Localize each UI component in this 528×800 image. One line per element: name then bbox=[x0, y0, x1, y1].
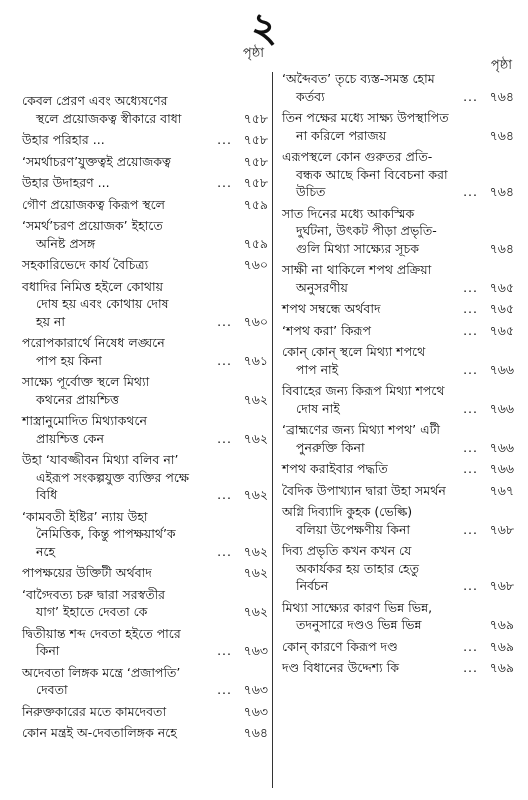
entry-text-continued: বিধি bbox=[36, 487, 58, 502]
entry-text-continued: স্থলে প্রয়োজকত্ব স্বীকারে বাধা bbox=[36, 110, 182, 126]
entry-page-number: ৭৬৬ bbox=[489, 361, 514, 377]
entry-text: গৌণ প্রয়োজকত্ব কিরূপ স্থলে bbox=[22, 196, 165, 212]
entry-text-continued: দোষ নাই bbox=[296, 400, 340, 416]
index-entry bbox=[22, 586, 268, 621]
entry-text: বধাদির নিমিত্ত হইলে কোথায় bbox=[22, 278, 163, 294]
entry-page-number: ৭৫৯ bbox=[243, 196, 268, 212]
entry-text: দণ্ড বিধানের উদ্দেশ্য কি bbox=[282, 660, 399, 675]
entry-page-number: ৭৬৯ bbox=[489, 660, 514, 675]
entry-page-number: ৭৫৯ bbox=[243, 235, 268, 251]
entry-page-number: ৭৬৩ bbox=[243, 682, 268, 697]
index-entry bbox=[282, 659, 514, 677]
index-entry bbox=[22, 278, 268, 331]
dot-leader: ... bbox=[463, 88, 478, 104]
entry-text-continued: যাগ’ ইহাতে দেবতা কে bbox=[36, 604, 148, 619]
dot-leader: ... bbox=[217, 430, 232, 446]
entry-text: ‘অব্দৈবত’ তৃচে ব্যস্ত-সমস্ত হোম bbox=[282, 71, 435, 86]
entry-page-number: ৭৬২ bbox=[243, 604, 268, 619]
entry-page-number: ৭৬২ bbox=[243, 565, 268, 580]
entry-text-continued: নহে bbox=[36, 543, 56, 559]
index-entry bbox=[22, 256, 268, 274]
entry-page-number: ৭৬৪ bbox=[489, 240, 514, 256]
entry-page-number: ৭৬৮ bbox=[489, 521, 514, 537]
dot-leader: ... bbox=[463, 521, 478, 537]
index-entry bbox=[22, 174, 268, 192]
page-number: ২ bbox=[250, 5, 277, 51]
entry-text: উহার পরিহার ... bbox=[22, 132, 105, 147]
index-entry bbox=[22, 564, 268, 582]
dot-leader: ... bbox=[217, 643, 232, 658]
index-entry bbox=[282, 70, 514, 105]
entry-page-number: ৭৬৩ bbox=[243, 703, 268, 719]
entry-page-number: ৭৬৯ bbox=[489, 638, 514, 654]
entry-page-number: ৭৬৭ bbox=[489, 482, 514, 498]
index-entry bbox=[22, 334, 268, 369]
entry-page-number: ৭৬৫ bbox=[489, 301, 514, 316]
entry-text: কোন মন্ত্রই অ-দেবতালিঙ্গক নহে bbox=[22, 725, 177, 740]
dot-leader: ... bbox=[217, 132, 232, 147]
index-entry bbox=[282, 109, 514, 144]
entry-text: ‘কামবতী ইষ্টির’ ন্যায় উহা bbox=[22, 508, 148, 524]
entry-text: বৈদিক উপাখ্যান দ্বারা উহা সমর্থন bbox=[282, 482, 446, 498]
entry-text: নিরুক্তকারের মতে কামদেবতা bbox=[22, 703, 167, 719]
entry-page-number: ৭৬৫ bbox=[489, 322, 514, 338]
entry-text: পাপক্ষয়ের উক্তিটী অর্থবাদ bbox=[22, 565, 152, 580]
entry-text: সাক্ষ্যে পূর্বোক্ত স্থলে মিথ্যা bbox=[22, 374, 150, 389]
dot-leader: ... bbox=[217, 487, 232, 502]
entry-text-continued: বন্ধক আছে কিনা বিবেচনা করা bbox=[296, 166, 448, 182]
dot-leader: ... bbox=[463, 461, 478, 476]
entry-text: মিথ্যা সাক্ষ্যের কারণ ভিন্ন ভিন্ন, bbox=[282, 599, 433, 615]
entry-page-number: ৭৬০ bbox=[243, 257, 268, 272]
entry-text: পরোপকারার্থে নিষেধ লঙ্ঘনে bbox=[22, 335, 165, 350]
dot-leader: ... bbox=[463, 301, 478, 316]
index-entry bbox=[282, 542, 514, 595]
entry-text-continued: দোষ হয় এবং কোথায় দোষ bbox=[36, 296, 169, 311]
dot-leader: ... bbox=[217, 313, 232, 329]
entry-text-continued: তদনুসারে দণ্ডও ভিন্ন ভিন্ন bbox=[296, 617, 422, 632]
column-divider bbox=[272, 72, 273, 788]
index-entry bbox=[282, 261, 514, 296]
entry-text: দ্বিতীয়ান্ত শব্দ দেবতা হইতে পারে bbox=[22, 625, 181, 641]
dot-leader: ... bbox=[463, 660, 478, 675]
entry-text-continued: নির্বচন bbox=[296, 578, 329, 593]
entry-text-continued: প্রায়শ্চিত্ত কেন bbox=[36, 430, 105, 446]
index-entry bbox=[282, 421, 514, 456]
entry-text: অগ্নি দিব্যাদি কুহক (ভেল্কি) bbox=[282, 504, 413, 519]
entry-text: সাত দিনের মধ্যে আকস্মিক bbox=[282, 205, 415, 221]
dot-leader: ... bbox=[217, 543, 232, 559]
index-entry bbox=[282, 382, 514, 417]
entry-text: ‘ব্রাহ্মণের জন্য মিথ্যা শপথ’ এটী bbox=[282, 422, 440, 437]
entry-page-number: ৭৬৬ bbox=[489, 400, 514, 416]
dot-leader: ... bbox=[463, 439, 478, 455]
dot-leader: ... bbox=[463, 361, 478, 377]
entry-page-number: ৭৬৮ bbox=[489, 578, 514, 593]
entry-page-number: ৭৬১ bbox=[243, 352, 268, 368]
entry-page-number: ৭৫৮ bbox=[243, 132, 268, 147]
entry-page-number: ৭৫৮ bbox=[243, 175, 268, 190]
index-entry bbox=[22, 625, 268, 660]
index-entry bbox=[282, 300, 514, 318]
entry-text-continued: না করিলে পরাজয় bbox=[296, 127, 387, 143]
entry-page-number: ৭৬২ bbox=[243, 487, 268, 502]
entry-text: শপথ সম্বন্ধে অর্থবাদ bbox=[282, 301, 381, 316]
entry-text: এরূপস্থলে কোন গুরুতর প্রতি- bbox=[282, 149, 433, 164]
index-entry bbox=[22, 131, 268, 149]
entry-text-continued: এইরূপ সংকল্পযুক্ত ব্যক্তির পক্ষে bbox=[36, 469, 189, 485]
index-entry bbox=[282, 482, 514, 500]
entry-text: সাক্ষী না থাকিলে শপথ প্রক্রিয়া bbox=[282, 262, 432, 277]
index-entry bbox=[22, 412, 268, 447]
index-entry bbox=[282, 503, 514, 538]
entry-text: তিন পক্ষের মধ্যে সাক্ষ্য উপস্থাপিত bbox=[282, 110, 449, 125]
entry-page-number: ৭৬৩ bbox=[243, 643, 268, 658]
index-entry bbox=[282, 148, 514, 201]
entry-page-number: ৭৬৪ bbox=[489, 127, 514, 143]
entry-text-continued: পাপ হয় কিনা bbox=[36, 352, 102, 368]
entry-page-number: ৭৬২ bbox=[243, 391, 268, 407]
index-entry bbox=[282, 322, 514, 340]
left-page-heading: পৃষ্ঠা bbox=[242, 46, 264, 61]
entry-page-number: ৭৫৮ bbox=[243, 110, 268, 126]
entry-text: ‘বাগ্দৈবত্য চরু দ্বারা সরস্বতীর bbox=[22, 586, 166, 602]
dot-leader: ... bbox=[463, 322, 478, 338]
entry-text: কোন্ কোন্ স্থলে মিথ্যা শপথে bbox=[282, 344, 426, 359]
entry-text: কেবল প্রেরণ এবং অধ্যেষণের bbox=[22, 93, 168, 108]
entry-text: ‘শপথ করা’ কিরূপ bbox=[282, 322, 372, 338]
entry-text: উহার উদাহরণ ... bbox=[22, 175, 110, 190]
dot-leader: ... bbox=[463, 400, 478, 416]
dot-leader: ... bbox=[463, 578, 478, 593]
entry-text-continued: বলিয়া উপেক্ষণীয় কিনা bbox=[296, 521, 411, 537]
index-entry bbox=[282, 599, 514, 634]
index-entry bbox=[282, 205, 514, 258]
entry-text-continued: অকার্যকর হয় তাহার হেতু bbox=[296, 560, 419, 576]
entry-text: সহকারিভেদে কার্য বৈচিত্র্য bbox=[22, 257, 149, 272]
entry-text-continued: নৈমিত্তিক, কিন্তু পাপক্ষয়ার্থ’ক bbox=[36, 526, 176, 541]
entry-page-number: ৭৬৬ bbox=[489, 461, 514, 476]
entry-text-continued: দুর্ঘটনা, উৎকট পীড়া প্রভৃতি- bbox=[296, 223, 437, 238]
entry-text-continued: অনুসরণীয় bbox=[296, 279, 348, 295]
entry-text: ‘সমর্থাচরণ’যুক্তত্বই প্রয়োজকত্ব bbox=[22, 153, 171, 169]
entry-text: ‘সমর্থ’চরণ প্রয়োজক’ ইহাতে bbox=[22, 218, 163, 233]
entry-text: বিবাহের জন্য কিরূপ মিথ্যা শপথে bbox=[282, 383, 445, 398]
entry-page-number: ৭৬৬ bbox=[489, 439, 514, 455]
entry-page-number: ৭৬৪ bbox=[489, 88, 514, 104]
entry-text: উহা ‘যাবজ্জীবন মিথ্যা বলিব না’ bbox=[22, 452, 179, 467]
index-entry bbox=[22, 724, 268, 742]
dot-leader: ... bbox=[217, 682, 232, 697]
index-entry bbox=[22, 703, 268, 721]
entry-text-continued: কিনা bbox=[36, 643, 60, 658]
entry-text-continued: হয় না bbox=[36, 313, 65, 329]
dot-leader: ... bbox=[463, 184, 478, 199]
entry-text-continued: পুনরুক্তি কিনা bbox=[296, 439, 365, 455]
entry-page-number: ৭৬২ bbox=[243, 430, 268, 446]
entry-text-continued: গুলি মিথ্যা সাক্ষ্যের সূচক bbox=[296, 240, 420, 256]
entry-text-continued: কর্তব্য bbox=[296, 88, 325, 104]
entry-text: অদেবতা লিঙ্গক মন্ত্রে ‘প্রজাপতি’ bbox=[22, 664, 181, 680]
dot-leader: ... bbox=[463, 279, 478, 295]
index-entry bbox=[282, 638, 514, 656]
entry-page-number: ৭৬০ bbox=[243, 313, 268, 329]
index-entry bbox=[282, 460, 514, 478]
dot-leader: ... bbox=[463, 638, 478, 654]
entry-text-continued: অনিষ্ট প্রসঙ্গ bbox=[36, 235, 96, 251]
index-entry bbox=[22, 153, 268, 171]
index-entry bbox=[22, 92, 268, 127]
index-entry bbox=[22, 451, 268, 504]
entry-page-number: ৭৬৫ bbox=[489, 279, 514, 295]
right-entry-list bbox=[282, 70, 514, 681]
entry-page-number: ৭৬৪ bbox=[243, 725, 268, 740]
index-entry bbox=[282, 343, 514, 378]
entry-text-continued: দেবতা bbox=[36, 682, 68, 697]
index-entry bbox=[22, 508, 268, 561]
entry-page-number: ৭৬৪ bbox=[489, 184, 514, 199]
entry-page-number: ৭৬২ bbox=[243, 543, 268, 559]
left-entry-list bbox=[22, 92, 268, 746]
entry-text-continued: কথনের প্রায়শ্চিত্ত bbox=[36, 391, 119, 407]
index-entry bbox=[22, 664, 268, 699]
dot-leader: ... bbox=[217, 352, 232, 368]
entry-page-number: ৭৬৯ bbox=[489, 617, 514, 632]
entry-text: কোন্ কারণে কিরূপ দণ্ড bbox=[282, 638, 398, 654]
entry-text-continued: পাপ নাই bbox=[296, 361, 339, 377]
right-page-heading: পৃষ্ঠা bbox=[490, 58, 512, 73]
entry-text: শপথ করাইবার পদ্ধতি bbox=[282, 461, 388, 476]
entry-page-number: ৭৫৮ bbox=[243, 153, 268, 169]
entry-text: দিব্য প্রভৃতি কখন কখন যে bbox=[282, 543, 412, 558]
entry-text: শাস্ত্রানুমোদিত মিথ্যাকথনে bbox=[22, 413, 147, 428]
index-entry bbox=[22, 217, 268, 252]
entry-text-continued: উচিত bbox=[296, 184, 326, 199]
index-entry bbox=[22, 196, 268, 214]
index-entry bbox=[22, 373, 268, 408]
dot-leader: ... bbox=[217, 175, 232, 190]
